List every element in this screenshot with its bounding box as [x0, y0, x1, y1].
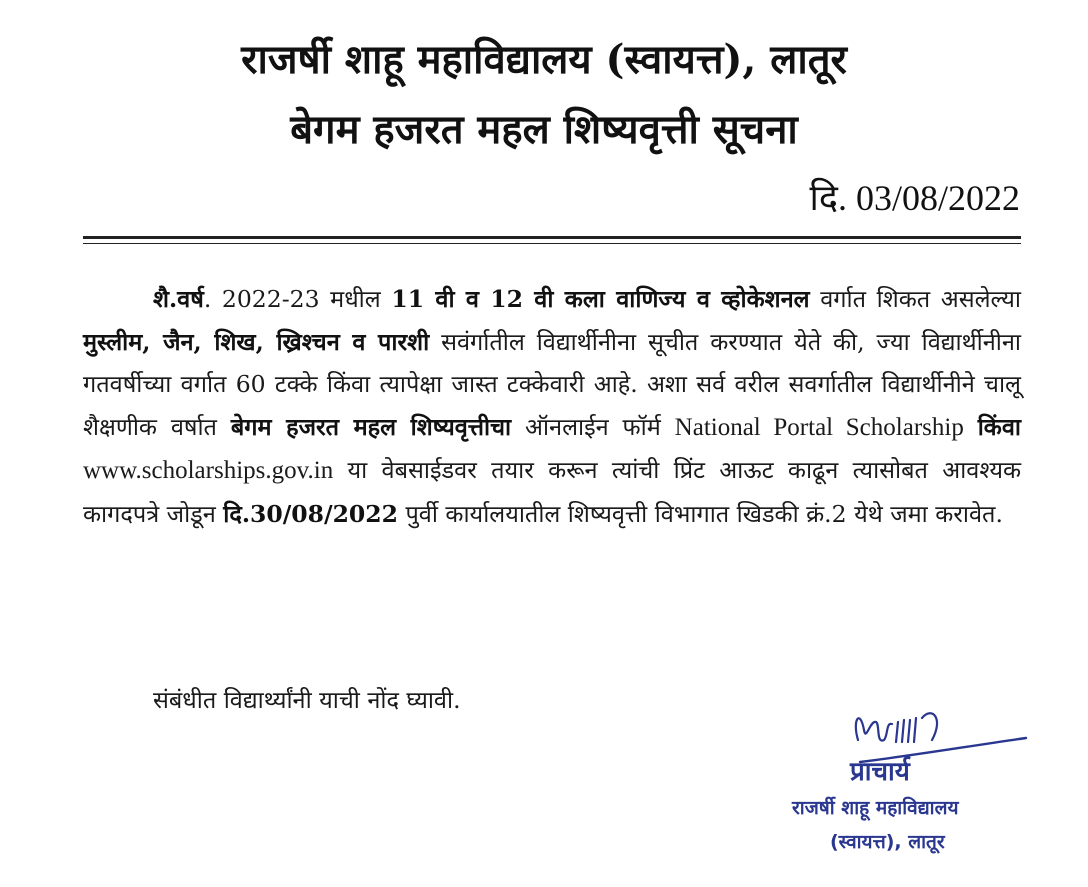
- deadline-date: दि.30/08/2022: [223, 499, 398, 528]
- body-text: पुर्वी कार्यालयातील शिष्यवृत्ती विभागात खिडकी क्रं.2 येथे जमा करावेत.: [397, 499, 1003, 528]
- body-text: सवंर्गातील विद्यार्थीनीना सूचीत करण्यात येते की, ज्या विद्यार्थीनीना गतवर्षीच्या वर्गात 60 टक्के किंवा त्यापेक्षा जास्त टक्केवारी आहे. अशा सर्व वरील सवर्गातील विद्यार्थीनीने चालू शैक्षणीक वर्षात: [83, 327, 1022, 441]
- signature-title: प्राचार्य: [850, 757, 910, 787]
- eligible-communities: मुस्लीम, जैन, शिख, ख्रिश्चन व पारशी: [83, 327, 430, 356]
- header-rule-thick: [83, 236, 1021, 239]
- body-text: . 2022-23 मधील: [203, 285, 392, 313]
- notice-title: बेगम हजरत महल शिष्यवृत्ती सूचना: [290, 106, 798, 153]
- institution-title: राजर्षी शाहू महाविद्यालय (स्वायत्त), लातूर: [241, 36, 847, 83]
- signature-institution: राजर्षी शाहू महाविद्यालय: [792, 797, 959, 819]
- body-text: वर्गात शिकत असलेल्या: [809, 285, 1021, 313]
- body-text: [964, 413, 978, 441]
- academic-year-label: शै.वर्ष: [153, 285, 204, 313]
- scholarship-name: बेगम हजरत महल शिष्यवृत्तीचा: [230, 412, 512, 441]
- notice-body: [83, 278, 1021, 535]
- or-word: किंवा: [977, 412, 1021, 441]
- header-rule-thin: [83, 243, 1021, 244]
- class-streams: 11 वी व 12 वी कला वाणिज्य व व्होकेशनल: [391, 285, 810, 313]
- signature-block: [780, 700, 1040, 870]
- body-text: ऑनलाईन फॉर्म: [511, 412, 675, 441]
- body-text: या वेबसाईडवर तयार करून त्यांची प्रिंट आऊट काढून त्यासोबत आवश्यक कागदपत्रे जोडून: [83, 456, 1021, 528]
- website-url: www.scholarships.gov.in: [83, 457, 334, 484]
- portal-name: National Portal Scholarship: [674, 413, 964, 441]
- notice-date: दि. 03/08/2022: [809, 178, 1020, 218]
- closing-line: संबंधीत विद्यार्थ्यांनी याची नोंद घ्यावी.: [153, 686, 461, 714]
- signature-location: (स्वायत्त), लातूर: [830, 831, 945, 853]
